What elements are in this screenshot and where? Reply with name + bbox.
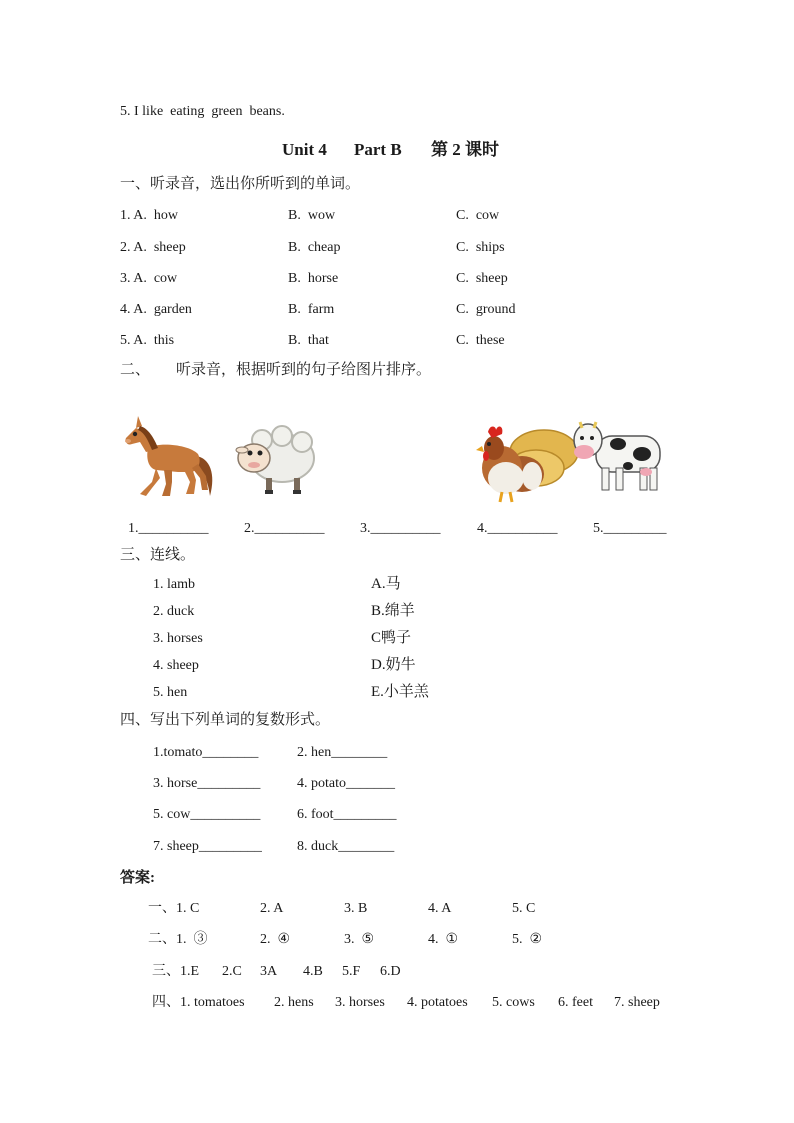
option-c: C. these (456, 333, 505, 348)
answer-item: 一、1. C (148, 901, 200, 916)
option-a: 4. A. garden (120, 302, 192, 317)
match-left-item[interactable]: 3. horses (153, 631, 203, 646)
answer-item: 2. ④ (260, 932, 291, 947)
answer-item: 2. hens (274, 995, 314, 1010)
answer-item: 5. ② (512, 932, 543, 947)
plural-blank[interactable]: 4. potato_______ (297, 776, 395, 791)
answer-item: 4. potatoes (407, 995, 468, 1010)
option-a: 3. A. cow (120, 271, 178, 286)
answer-item: 5.F (342, 964, 361, 979)
answer-item: 2. A (260, 901, 284, 916)
title-unit: Unit 4 (282, 140, 327, 159)
sheep-picture (232, 420, 318, 498)
match-right-item[interactable]: E.小羊羔 (371, 684, 429, 700)
order-blank[interactable]: 2.__________ (244, 521, 325, 536)
order-blank[interactable]: 5._________ (593, 521, 667, 536)
answer-item: 5. cows (492, 995, 535, 1010)
cow-picture (570, 414, 668, 496)
answer-item: 6.D (380, 964, 401, 979)
answer-item: 3A (260, 964, 278, 979)
order-blank[interactable]: 4.__________ (477, 521, 558, 536)
plural-blank[interactable]: 5. cow__________ (153, 807, 261, 822)
option-b: B. wow (288, 208, 336, 223)
answers-heading: 答案: (120, 870, 155, 886)
plural-blank[interactable]: 1.tomato________ (153, 745, 259, 760)
option-a: 2. A. sheep (120, 240, 186, 255)
match-left-item[interactable]: 5. hen (153, 685, 188, 700)
answer-item: 二、1. ③ (148, 932, 208, 947)
previous-item-line: 5. I like eating green beans. (120, 104, 285, 119)
answer-item: 3. ⑤ (344, 932, 375, 947)
answer-item: 7. sheep (614, 995, 660, 1010)
section4-heading: 四、写出下列单词的复数形式。 (120, 712, 331, 728)
answer-item: 6. feet (558, 995, 593, 1010)
option-a: 1. A. how (120, 208, 178, 223)
plural-blank[interactable]: 8. duck________ (297, 839, 395, 854)
option-c: C. cow (456, 208, 500, 223)
answer-item: 5. C (512, 901, 536, 916)
match-right-item[interactable]: A.马 (371, 576, 401, 592)
option-a: 5. A. this (120, 333, 175, 348)
answer-item: 4. ① (428, 932, 459, 947)
section2-heading-number: 二、 (120, 362, 151, 378)
order-blank[interactable]: 3.__________ (360, 521, 441, 536)
option-b: B. farm (288, 302, 335, 317)
answer-item: 3. horses (335, 995, 385, 1010)
horse-picture (118, 408, 218, 500)
plural-blank[interactable]: 6. foot_________ (297, 807, 397, 822)
option-c: C. ships (456, 240, 505, 255)
section3-heading: 三、连线。 (120, 547, 196, 563)
answer-item: 四、1. tomatoes (152, 995, 245, 1010)
answer-item: 三、1.E (152, 964, 200, 979)
answer-item: 3. B (344, 901, 368, 916)
match-left-item[interactable]: 1. lamb (153, 577, 195, 592)
match-right-item[interactable]: C鸭子 (371, 630, 412, 646)
option-b: B. that (288, 333, 329, 348)
title-lesson: 第 2 课时 (431, 140, 499, 159)
match-left-item[interactable]: 2. duck (153, 604, 195, 619)
match-left-item[interactable]: 4. sheep (153, 658, 199, 673)
plural-blank[interactable]: 7. sheep_________ (153, 839, 262, 854)
match-right-item[interactable]: B.绵羊 (371, 603, 415, 619)
title-part: Part B (354, 140, 402, 159)
section2-heading: 听录音，根据听到的句子给图片排序。 (176, 362, 432, 378)
option-b: B. cheap (288, 240, 341, 255)
answer-item: 4. A (428, 901, 452, 916)
hen-picture (472, 412, 582, 504)
answer-item: 2.C (222, 964, 242, 979)
plural-blank[interactable]: 2. hen________ (297, 745, 388, 760)
option-c: C. sheep (456, 271, 508, 286)
answer-item: 4.B (303, 964, 323, 979)
option-b: B. horse (288, 271, 339, 286)
match-right-item[interactable]: D.奶牛 (371, 657, 416, 673)
plural-blank[interactable]: 3. horse_________ (153, 776, 261, 791)
option-c: C. ground (456, 302, 516, 317)
order-blank[interactable]: 1.__________ (128, 521, 209, 536)
section1-heading: 一、听录音，选出你所听到的单词。 (120, 176, 361, 192)
